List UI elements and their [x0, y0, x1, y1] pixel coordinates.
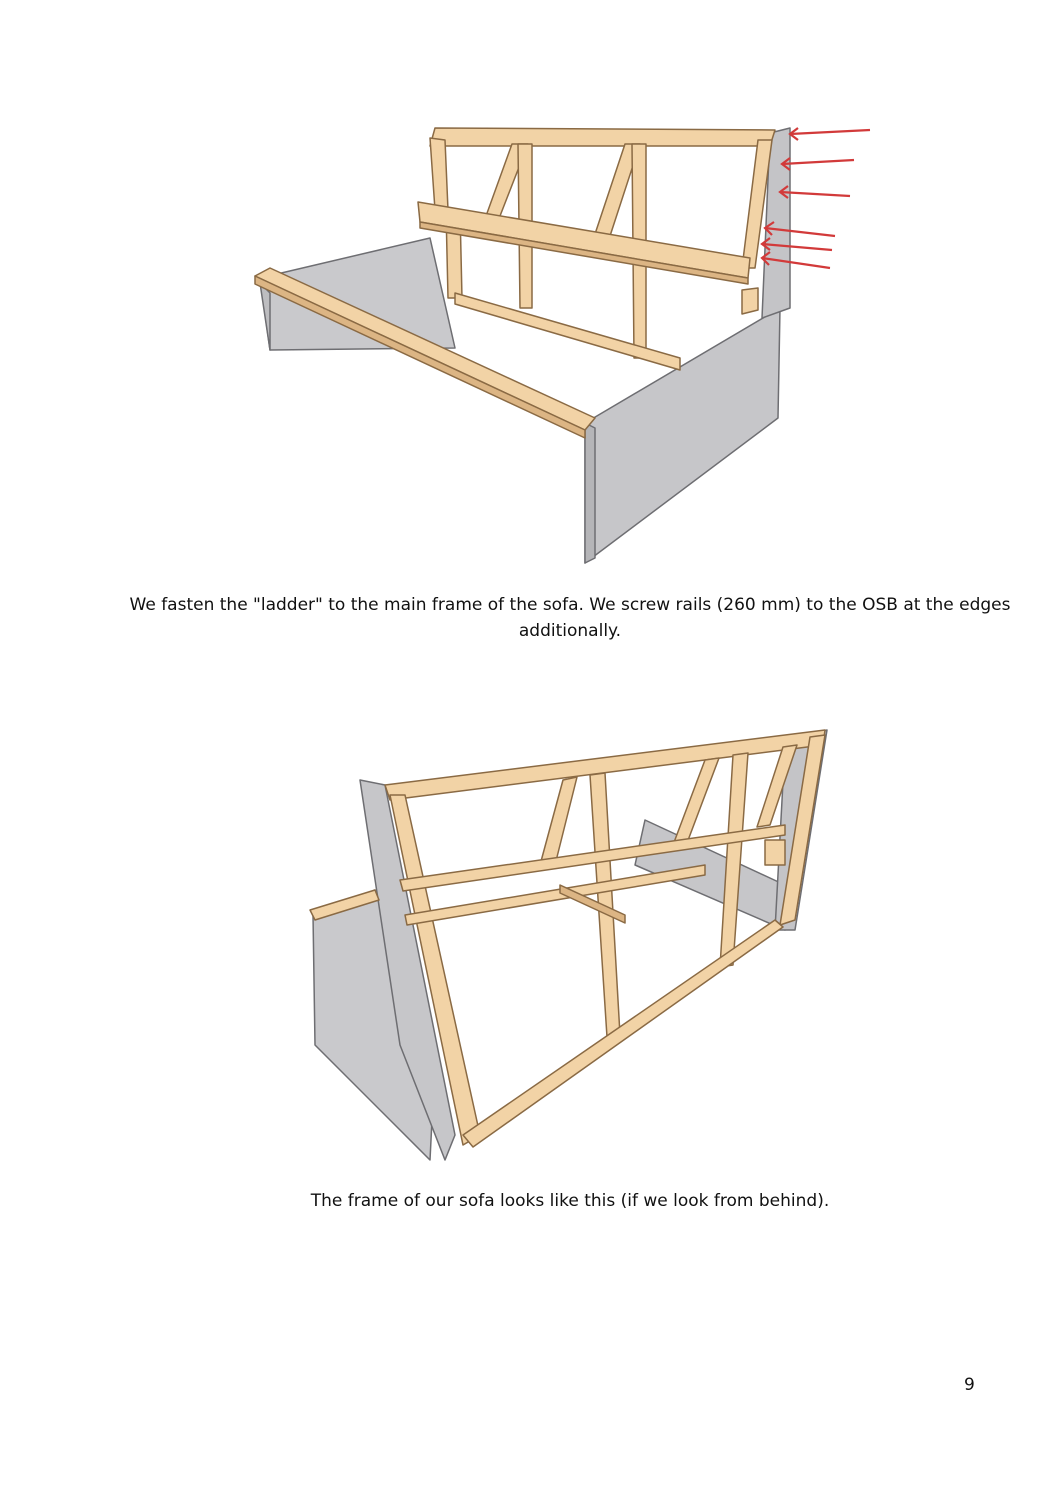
page-number: 9	[964, 1375, 975, 1395]
sofa-frame-front-drawing	[250, 118, 880, 573]
figure-caption-2: The frame of our sofa looks like this (if we look from behind).	[310, 1191, 830, 1211]
sofa-frame-rear-illustration	[305, 715, 835, 1170]
sofa-frame-front-illustration	[250, 118, 880, 573]
figure-caption-1: We fasten the "ladder" to the main frame of the sofa. We screw rails (260 mm) to the OSB at the edges additionally.	[129, 595, 1011, 641]
sofa-frame-rear-drawing	[305, 715, 835, 1170]
